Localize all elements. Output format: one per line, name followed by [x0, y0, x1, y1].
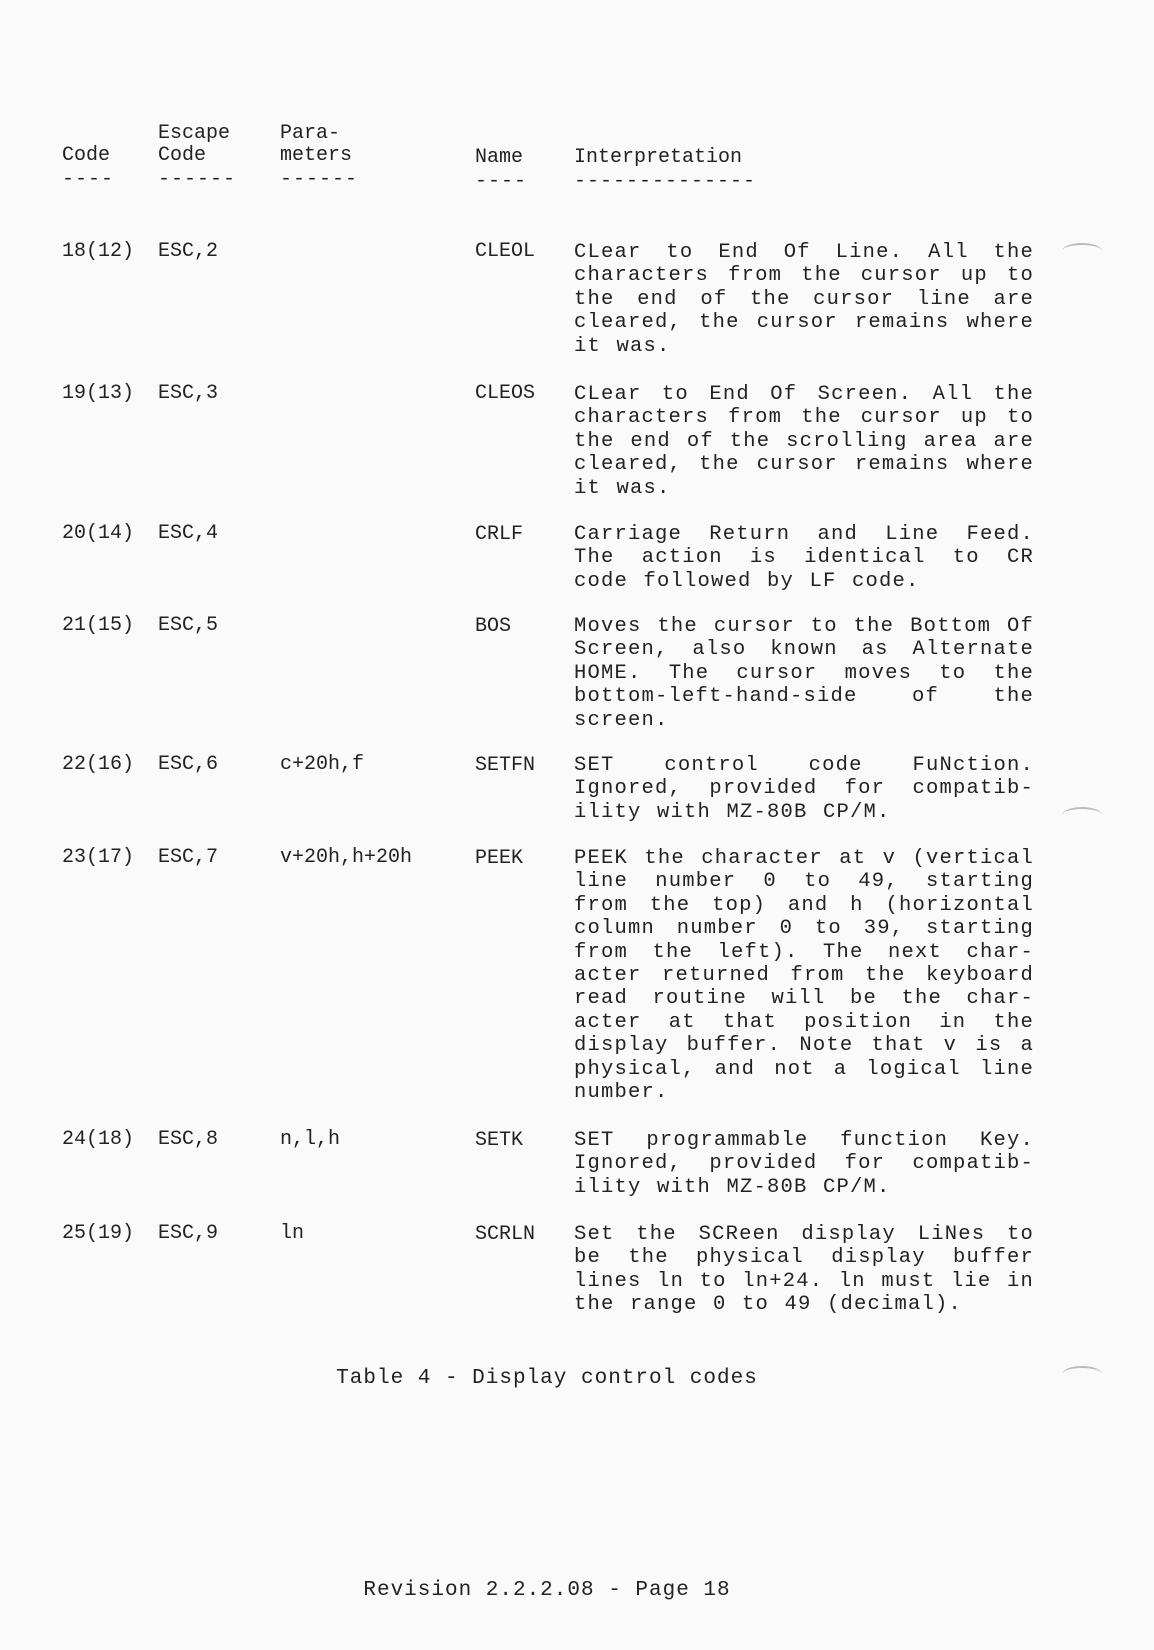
- row-params: v+20h,h+20h: [280, 846, 413, 869]
- row-code: 19(13): [62, 382, 135, 405]
- header-interpretation-underline: --------------: [574, 170, 757, 193]
- row-escape: ESC,9: [158, 1222, 219, 1245]
- header-interpretation: Interpretation: [574, 146, 743, 169]
- row-escape: ESC,8: [158, 1128, 219, 1151]
- row-name: CRLF: [475, 523, 524, 546]
- row-name: SETFN: [475, 754, 536, 777]
- row-params: n,l,h: [280, 1128, 341, 1151]
- row-interpretation: PEEK the character at v (vertical line number 0 to 49, starting from the top) and h (horizontal column number 0 to 39, starting from the left). The next char-acter returned from the keyboard read routine will be the char-acter at that position in the display buffer. Note that v is a physical, and not a logical line number.: [574, 847, 1034, 1105]
- row-name: CLEOS: [475, 382, 536, 405]
- row-params: ln: [280, 1222, 305, 1245]
- row-params: c+20h,f: [280, 753, 365, 776]
- header-name-underline: ----: [475, 170, 528, 193]
- table-caption: Table 4 - Display control codes: [336, 1367, 758, 1390]
- row-interpretation: CLear to End Of Screen. All the characters from the cursor up to the end of the scrolling area are cleared, the cursor remains where it was.: [574, 383, 1034, 500]
- row-name: SCRLN: [475, 1223, 536, 1246]
- row-name: SETK: [475, 1129, 524, 1152]
- row-code: 18(12): [62, 240, 135, 263]
- row-code: 21(15): [62, 614, 135, 637]
- row-escape: ESC,2: [158, 240, 219, 263]
- header-parameters-line2: meters: [280, 144, 353, 167]
- header-escape-line1: Escape: [158, 122, 231, 145]
- row-escape: ESC,4: [158, 522, 219, 545]
- row-escape: ESC,7: [158, 846, 219, 869]
- row-interpretation: Carriage Return and Line Feed. The action is identical to CR code followed by LF code.: [574, 523, 1034, 593]
- margin-mark: [1062, 243, 1102, 259]
- row-code: 20(14): [62, 522, 135, 545]
- header-escape-underline: ------: [158, 168, 237, 191]
- header-parameters-underline: ------: [280, 168, 359, 191]
- header-escape-line2: Code: [158, 144, 207, 167]
- margin-mark: [1062, 807, 1102, 823]
- header-name: Name: [475, 146, 524, 169]
- row-interpretation: Set the SCReen display LiNes to be the physical display buffer lines ln to ln+24. ln must lie in the range 0 to 49 (decimal).: [574, 1223, 1034, 1317]
- row-code: 25(19): [62, 1222, 135, 1245]
- row-interpretation: CLear to End Of Line. All the characters from the cursor up to the end of the cursor line are cleared, the cursor remains where it was.: [574, 241, 1034, 358]
- row-interpretation: Moves the cursor to the Bottom Of Screen, also known as Alternate HOME. The cursor moves to the bottom-left-hand-side of the screen.: [574, 615, 1034, 732]
- header-code-underline: ----: [62, 168, 115, 191]
- row-code: 22(16): [62, 753, 135, 776]
- row-name: CLEOL: [475, 240, 536, 263]
- row-interpretation: SET control code FuNction. Ignored, provided for compatib-ility with MZ-80B CP/M.: [574, 754, 1034, 824]
- margin-mark: [1062, 1366, 1102, 1382]
- row-code: 24(18): [62, 1128, 135, 1151]
- row-interpretation: SET programmable function Key. Ignored, provided for compatib-ility with MZ-80B CP/M.: [574, 1129, 1034, 1199]
- row-name: BOS: [475, 615, 512, 638]
- row-name: PEEK: [475, 847, 524, 870]
- row-escape: ESC,5: [158, 614, 219, 637]
- page-footer: Revision 2.2.2.08 - Page 18: [363, 1579, 731, 1602]
- row-escape: ESC,6: [158, 753, 219, 776]
- header-code: Code: [62, 144, 111, 167]
- row-code: 23(17): [62, 846, 135, 869]
- row-escape: ESC,3: [158, 382, 219, 405]
- header-parameters-line1: Para-: [280, 122, 341, 145]
